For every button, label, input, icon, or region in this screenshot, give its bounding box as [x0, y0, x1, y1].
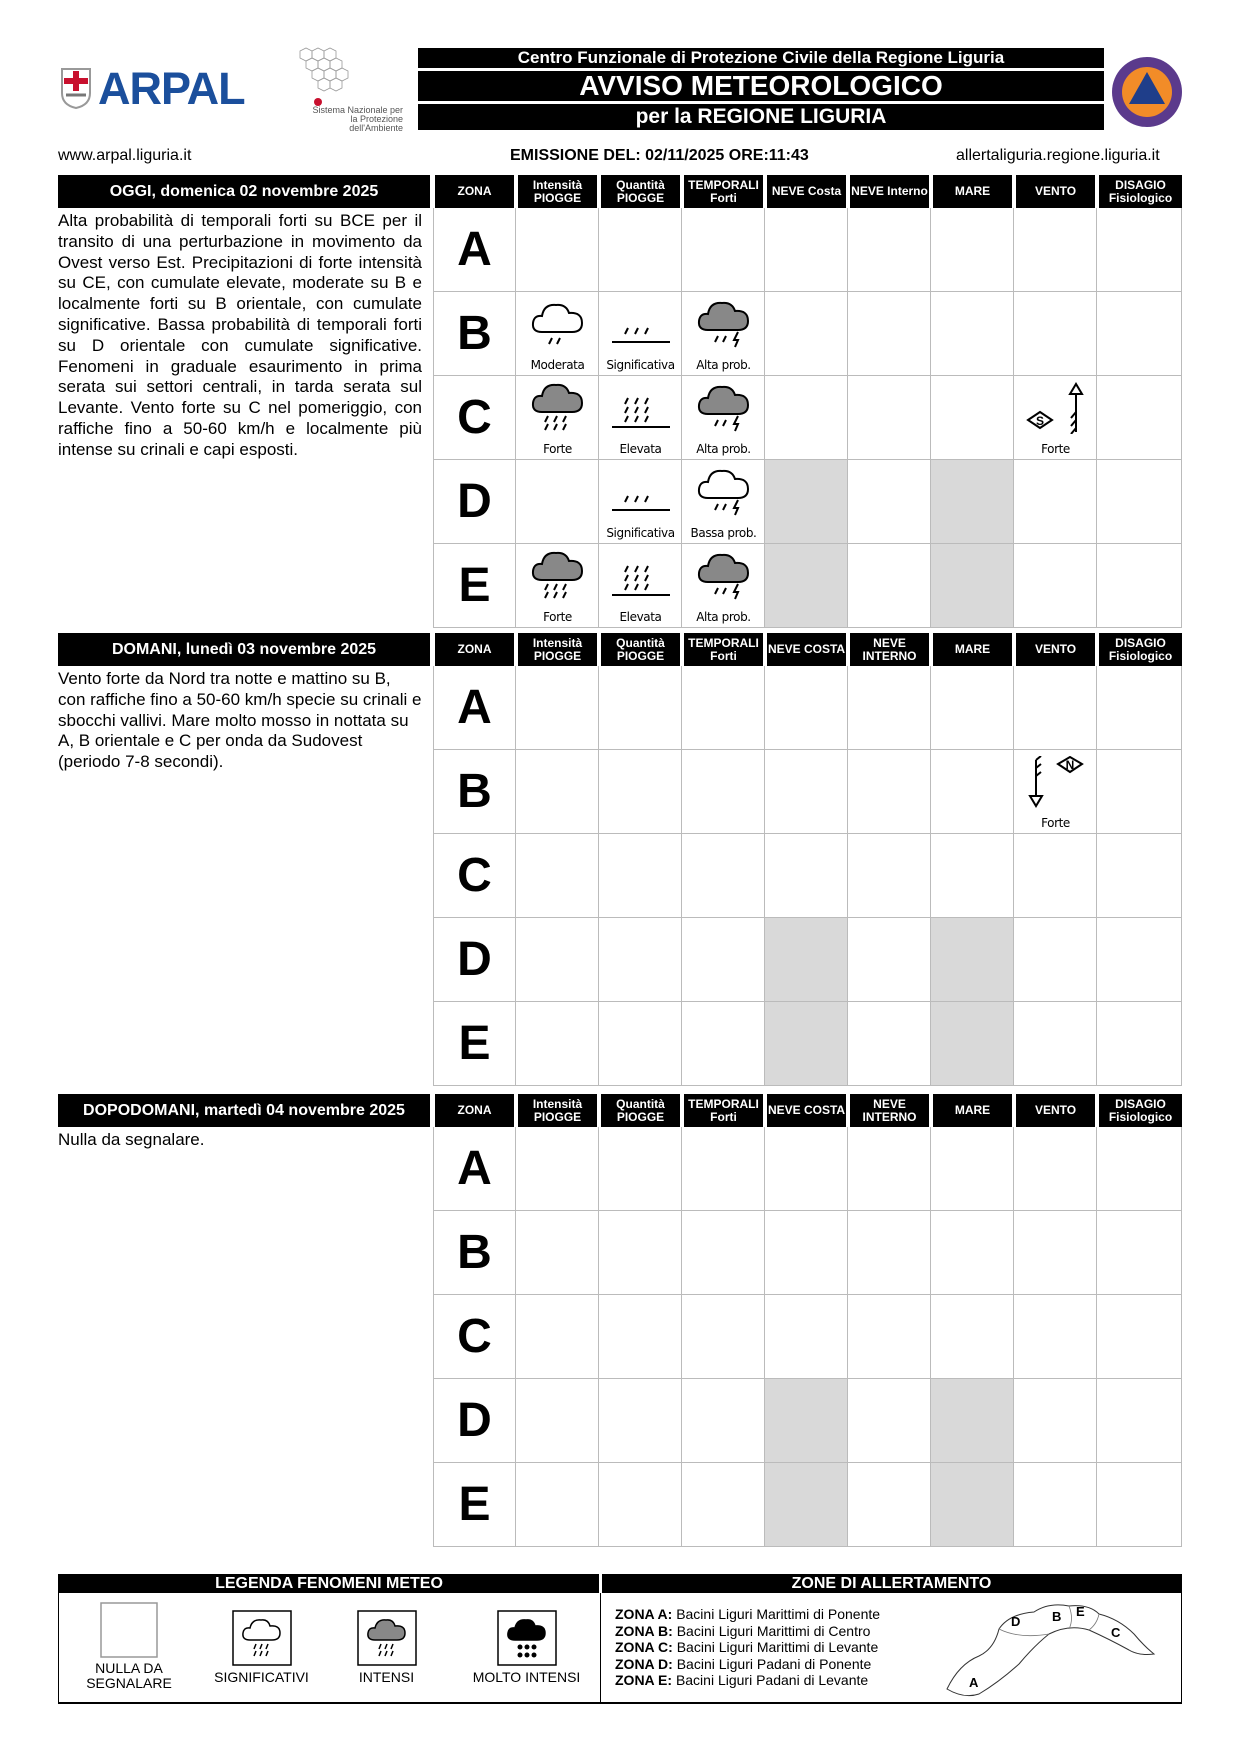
cell	[848, 1463, 931, 1547]
map-zone-label: E	[1076, 1604, 1085, 1619]
cell	[682, 1002, 765, 1086]
col-neve-costa: NEVE COSTA	[765, 1094, 846, 1127]
cell	[599, 1127, 682, 1211]
cell	[599, 918, 682, 1002]
zone-label: A	[433, 208, 516, 292]
liguria-zones-map	[939, 1594, 1179, 1704]
rain-accumulation-high-icon	[608, 382, 674, 432]
cell-rain-quantity	[599, 544, 682, 628]
cell	[1014, 292, 1097, 376]
cell	[848, 1379, 931, 1463]
zone-desc: Bacini Liguri Marittimi di Centro	[676, 1622, 871, 1639]
zone-row-d	[433, 460, 1182, 544]
cell	[931, 834, 1014, 918]
zone-label: D	[433, 460, 516, 544]
cell	[765, 1211, 848, 1295]
day-description: Alta probabilità di temporali forti su BCE per il transito di una perturbazione in movimento da Ovest verso Est. Precipitazioni di forte intensità su CE, con cumulate elevate, moderate su B e localmente forti su B orientale, con cumulate significative. Bassa probabilità di temporali forti su D orientale con cumulate significative. Fenomeni in graduale esaurimento in prima serata sui settori centrali, in tarda serata sul Levante. Vento forte su C nel pomeriggio, con raffiche fino a 50-60 km/h e localmente più intense su crinali e capi esposti.	[58, 211, 422, 459]
cell	[516, 1295, 599, 1379]
cell-not-applicable	[765, 1379, 848, 1463]
cell-not-applicable	[931, 1379, 1014, 1463]
cell	[1097, 1002, 1182, 1086]
zone-list-item	[615, 1656, 880, 1673]
cell	[848, 376, 931, 460]
zone-row-d	[433, 1379, 1182, 1463]
cell-not-applicable	[765, 544, 848, 628]
arpal-logo-text: ARPAL	[98, 63, 245, 114]
cell	[1097, 544, 1182, 628]
cell	[848, 208, 931, 292]
cell	[848, 750, 931, 834]
cell	[1014, 1127, 1097, 1211]
cell	[599, 1211, 682, 1295]
cell	[848, 544, 931, 628]
icon-caption: Forte	[1041, 442, 1070, 456]
cell	[516, 1379, 599, 1463]
icon-caption: Moderata	[530, 358, 585, 372]
cell	[599, 1379, 682, 1463]
protezione-civile-icon	[1110, 55, 1184, 129]
zone-label: E	[433, 1002, 516, 1086]
col-mare: MARE	[931, 633, 1012, 666]
cell	[1014, 834, 1097, 918]
cloud-rain-intense-icon	[357, 1610, 417, 1666]
zone-label: E	[433, 544, 516, 628]
thunderstorm-high-probability-icon	[696, 382, 752, 432]
cell	[1097, 918, 1182, 1002]
day-title: OGGI, domenica 02 novembre 2025	[58, 175, 430, 208]
cell	[765, 750, 848, 834]
cell	[1097, 460, 1182, 544]
cell-not-applicable	[765, 1463, 848, 1547]
col-intensita-piogge: Intensità PIOGGE	[516, 1094, 597, 1127]
cell	[931, 666, 1014, 750]
emission-date: EMISSIONE DEL: 02/11/2025 ORE:11:43	[510, 147, 809, 164]
col-quantita-piogge: Quantità PIOGGE	[599, 1094, 680, 1127]
icon-caption: Forte	[543, 442, 572, 456]
zone-row-c	[433, 376, 1182, 460]
cell	[599, 208, 682, 292]
cell-wind	[1014, 750, 1097, 834]
cell	[848, 1295, 931, 1379]
icon-caption: Bassa prob.	[690, 526, 757, 540]
zone-label: B	[433, 1211, 516, 1295]
zone-label: E	[433, 1463, 516, 1547]
cell	[1014, 1211, 1097, 1295]
cell	[682, 750, 765, 834]
cell	[765, 666, 848, 750]
cell	[848, 292, 931, 376]
website-left[interactable]: www.arpal.liguria.it	[58, 147, 192, 164]
center-line: Centro Funzionale di Protezione Civile della Regione Liguria	[418, 48, 1104, 68]
liguria-shield-icon	[60, 67, 92, 109]
day-section-domani	[58, 633, 1182, 1087]
zone-row-e	[433, 1002, 1182, 1086]
cell	[516, 1127, 599, 1211]
cell	[516, 460, 599, 544]
cell	[682, 1463, 765, 1547]
zone-row-e	[433, 1463, 1182, 1547]
page-subtitle: per la REGIONE LIGURIA	[418, 104, 1104, 130]
zone-row-e	[433, 544, 1182, 628]
cell	[682, 1211, 765, 1295]
cell-not-applicable	[931, 460, 1014, 544]
cell	[1097, 1379, 1182, 1463]
cell	[1097, 208, 1182, 292]
cell-rain-quantity	[599, 460, 682, 544]
cell	[765, 1295, 848, 1379]
cell-rain-intensity	[516, 544, 599, 628]
cell	[1097, 834, 1182, 918]
hexagon-network-icon	[290, 46, 360, 106]
zone-row-a	[433, 208, 1182, 292]
cell	[765, 834, 848, 918]
cell	[599, 750, 682, 834]
col-temporali: TEMPORALI Forti	[682, 1094, 763, 1127]
zone-label: C	[433, 376, 516, 460]
cell	[516, 208, 599, 292]
cell	[682, 666, 765, 750]
icon-caption: Elevata	[619, 442, 662, 456]
cell	[516, 666, 599, 750]
cell-not-applicable	[765, 918, 848, 1002]
zone-label: C	[433, 834, 516, 918]
cell-storms	[682, 544, 765, 628]
cell	[848, 1211, 931, 1295]
col-zona: ZONA	[433, 1094, 514, 1127]
cell	[931, 750, 1014, 834]
website-right[interactable]: allertaliguria.regione.liguria.it	[956, 147, 1160, 164]
icon-caption: Forte	[543, 610, 572, 624]
empty-box-icon	[100, 1602, 158, 1658]
day-title: DOPODOMANI, martedì 04 novembre 2025	[58, 1094, 430, 1127]
cell	[1014, 460, 1097, 544]
cell	[1014, 1463, 1097, 1547]
zone-row-c	[433, 834, 1182, 918]
col-intensita-piogge: Intensità PIOGGE	[516, 175, 597, 208]
cell	[516, 1002, 599, 1086]
cell	[1097, 376, 1182, 460]
cell	[1014, 544, 1097, 628]
rain-accumulation-significant-icon	[608, 298, 674, 348]
zone-code: ZONA E:	[615, 1672, 673, 1688]
cell	[848, 918, 931, 1002]
cell	[931, 208, 1014, 292]
cell	[1097, 1211, 1182, 1295]
cell	[931, 1295, 1014, 1379]
zone-desc: Bacini Liguri Marittimi di Levante	[676, 1639, 879, 1655]
cell-storms	[682, 376, 765, 460]
cell	[682, 1295, 765, 1379]
cell-not-applicable	[931, 918, 1014, 1002]
cloud-rain-significant-icon	[232, 1610, 292, 1666]
zone-list-item	[615, 1672, 880, 1689]
protezione-civile-logo	[1110, 55, 1184, 129]
cell	[1014, 666, 1097, 750]
col-disagio: DISAGIO Fisiologico	[1097, 1094, 1182, 1127]
zone-list-item	[615, 1639, 880, 1656]
legend-label: SIGNIFICATIVI	[214, 1669, 309, 1685]
legend-label: INTENSI	[358, 1669, 415, 1685]
col-disagio: DISAGIO Fisiologico	[1097, 633, 1182, 666]
zone-row-b	[433, 1211, 1182, 1295]
cell	[848, 666, 931, 750]
cell	[682, 1379, 765, 1463]
cell	[848, 1127, 931, 1211]
col-neve-interno: NEVE Interno	[848, 175, 929, 208]
zone-label: B	[433, 750, 516, 834]
col-temporali: TEMPORALI Forti	[682, 175, 763, 208]
col-quantita-piogge: Quantità PIOGGE	[599, 175, 680, 208]
cell-not-applicable	[931, 1002, 1014, 1086]
cell	[1097, 292, 1182, 376]
cell	[599, 834, 682, 918]
cell-rain-intensity	[516, 376, 599, 460]
zone-code: ZONA A:	[615, 1606, 673, 1622]
col-vento: VENTO	[1014, 633, 1095, 666]
zone-row-b	[433, 750, 1182, 834]
page-title: AVVISO METEOROLOGICO	[418, 71, 1104, 101]
cell-not-applicable	[765, 1002, 848, 1086]
cell-storms	[682, 460, 765, 544]
zone-label: A	[433, 1127, 516, 1211]
cell-not-applicable	[931, 544, 1014, 628]
col-mare: MARE	[931, 175, 1012, 208]
zone-label: C	[433, 1295, 516, 1379]
cell	[1097, 1463, 1182, 1547]
col-vento: VENTO	[1014, 1094, 1095, 1127]
legend-item-nulla	[69, 1602, 189, 1691]
rain-accumulation-high-icon	[608, 550, 674, 600]
zone-desc: Bacini Liguri Padani di Ponente	[676, 1655, 872, 1672]
cell-rain-quantity	[599, 292, 682, 376]
col-zona: ZONA	[433, 175, 514, 208]
zone-label: D	[433, 1379, 516, 1463]
cell	[1014, 1002, 1097, 1086]
zone-row-b	[433, 292, 1182, 376]
icon-caption: Alta prob.	[696, 610, 751, 624]
zone-label: A	[433, 666, 516, 750]
col-disagio: DISAGIO Fisiologico	[1097, 175, 1182, 208]
col-temporali: TEMPORALI Forti	[682, 633, 763, 666]
legend-item-molto-intensi	[464, 1610, 589, 1685]
cell	[848, 834, 931, 918]
icon-caption: Significativa	[606, 526, 675, 540]
cell	[516, 1211, 599, 1295]
col-vento: VENTO	[1014, 175, 1095, 208]
cell	[765, 1127, 848, 1211]
wind-strong-south-icon	[1026, 382, 1086, 434]
icon-caption: Significativa	[606, 358, 675, 372]
col-zona: ZONA	[433, 633, 514, 666]
icon-caption: Forte	[1041, 816, 1070, 830]
snpa-logo	[290, 46, 410, 132]
cell-wind	[1014, 376, 1097, 460]
zone-row-a	[433, 666, 1182, 750]
col-quantita-piogge: Quantità PIOGGE	[599, 633, 680, 666]
icon-caption: Alta prob.	[696, 358, 751, 372]
col-neve-interno: NEVE INTERNO	[848, 1094, 929, 1127]
map-zone-label: D	[1011, 1614, 1021, 1629]
thunderstorm-low-probability-icon	[696, 466, 752, 516]
day-section-oggi	[58, 175, 1182, 629]
cell	[516, 750, 599, 834]
cell	[765, 208, 848, 292]
cell	[516, 834, 599, 918]
cell-not-applicable	[765, 460, 848, 544]
cell	[848, 1002, 931, 1086]
cell	[1097, 1295, 1182, 1379]
arpal-logo	[60, 63, 250, 114]
day-description: Vento forte da Nord tra notte e mattino su B, con raffiche fino a 50-60 km/h specie su crinali e sbocchi vallivi. Mare molto mosso in nottata su A, B orientale e C per onda da Sudovest (periodo 7-8 secondi).	[58, 669, 422, 772]
map-zone-label: A	[969, 1675, 979, 1690]
cell	[1014, 208, 1097, 292]
col-mare: MARE	[931, 1094, 1012, 1127]
cell	[516, 1463, 599, 1547]
cloud-rain-very-intense-icon	[497, 1610, 557, 1666]
cell-rain-quantity	[599, 376, 682, 460]
cell	[682, 834, 765, 918]
map-zone-label: B	[1052, 1609, 1062, 1624]
col-neve-interno: NEVE INTERNO	[848, 633, 929, 666]
cell	[765, 292, 848, 376]
cell	[1097, 666, 1182, 750]
cell	[516, 918, 599, 1002]
icon-caption: Elevata	[619, 610, 662, 624]
cell	[1097, 750, 1182, 834]
zones-title: ZONE DI ALLERTAMENTO	[602, 1574, 1181, 1593]
cell	[1014, 918, 1097, 1002]
col-neve-costa: NEVE Costa	[765, 175, 846, 208]
cell	[931, 1211, 1014, 1295]
cell	[599, 1463, 682, 1547]
wind-strong-north-icon	[1026, 756, 1086, 808]
cell	[682, 208, 765, 292]
zone-desc: Bacini Liguri Marittimi di Ponente	[676, 1606, 881, 1622]
cell	[599, 1295, 682, 1379]
cell	[1014, 1295, 1097, 1379]
wind-direction-label: N	[1065, 758, 1074, 772]
cell	[1097, 1127, 1182, 1211]
legend-title: LEGENDA FENOMENI METEO	[59, 1574, 599, 1593]
cell	[682, 918, 765, 1002]
cell-not-applicable	[931, 1463, 1014, 1547]
cell	[931, 292, 1014, 376]
snpa-logo-text: Sistema Nazionale per la Protezione dell'Ambiente	[312, 105, 403, 133]
day-section-dopodomani	[58, 1094, 1182, 1548]
zone-desc: Bacini Liguri Padani di Levante	[675, 1672, 869, 1688]
cell-storms	[682, 292, 765, 376]
legend-item-intensi	[334, 1610, 439, 1685]
col-neve-costa: NEVE COSTA	[765, 633, 846, 666]
map-zone-label: C	[1111, 1625, 1121, 1640]
zone-list-item	[615, 1623, 880, 1640]
cell	[599, 666, 682, 750]
zone-label: B	[433, 292, 516, 376]
legend-panel	[58, 1574, 1182, 1704]
col-intensita-piogge: Intensità PIOGGE	[516, 633, 597, 666]
cloud-rain-strong-icon	[530, 382, 586, 432]
day-description: Nulla da segnalare.	[58, 1130, 205, 1149]
cell	[931, 376, 1014, 460]
icon-caption: Alta prob.	[696, 442, 751, 456]
day-title: DOMANI, lunedì 03 novembre 2025	[58, 633, 430, 666]
zone-code: ZONA B:	[615, 1622, 673, 1639]
thunderstorm-high-probability-icon	[696, 550, 752, 600]
zone-row-d	[433, 918, 1182, 1002]
legend-divider	[600, 1593, 601, 1702]
cell	[848, 460, 931, 544]
cell	[765, 376, 848, 460]
zone-row-c	[433, 1295, 1182, 1379]
wind-direction-label: S	[1035, 414, 1044, 428]
cell	[931, 1127, 1014, 1211]
legend-label: NULLA DA SEGNALARE	[86, 1660, 172, 1691]
zone-row-a	[433, 1127, 1182, 1211]
cloud-rain-moderate-icon	[530, 298, 586, 348]
cell	[599, 1002, 682, 1086]
cell	[1014, 1379, 1097, 1463]
thunderstorm-high-probability-icon	[696, 298, 752, 348]
zone-code: ZONA D:	[615, 1655, 673, 1672]
cell	[682, 1127, 765, 1211]
cloud-rain-strong-icon	[530, 550, 586, 600]
zone-list-item	[615, 1606, 880, 1623]
zone-label: D	[433, 918, 516, 1002]
zone-list	[615, 1606, 880, 1689]
legend-label: MOLTO INTENSI	[472, 1669, 581, 1685]
rain-accumulation-significant-icon	[608, 466, 674, 516]
legend-item-significativi	[199, 1610, 324, 1685]
zone-code: ZONA C:	[615, 1639, 673, 1655]
cell-rain-intensity	[516, 292, 599, 376]
